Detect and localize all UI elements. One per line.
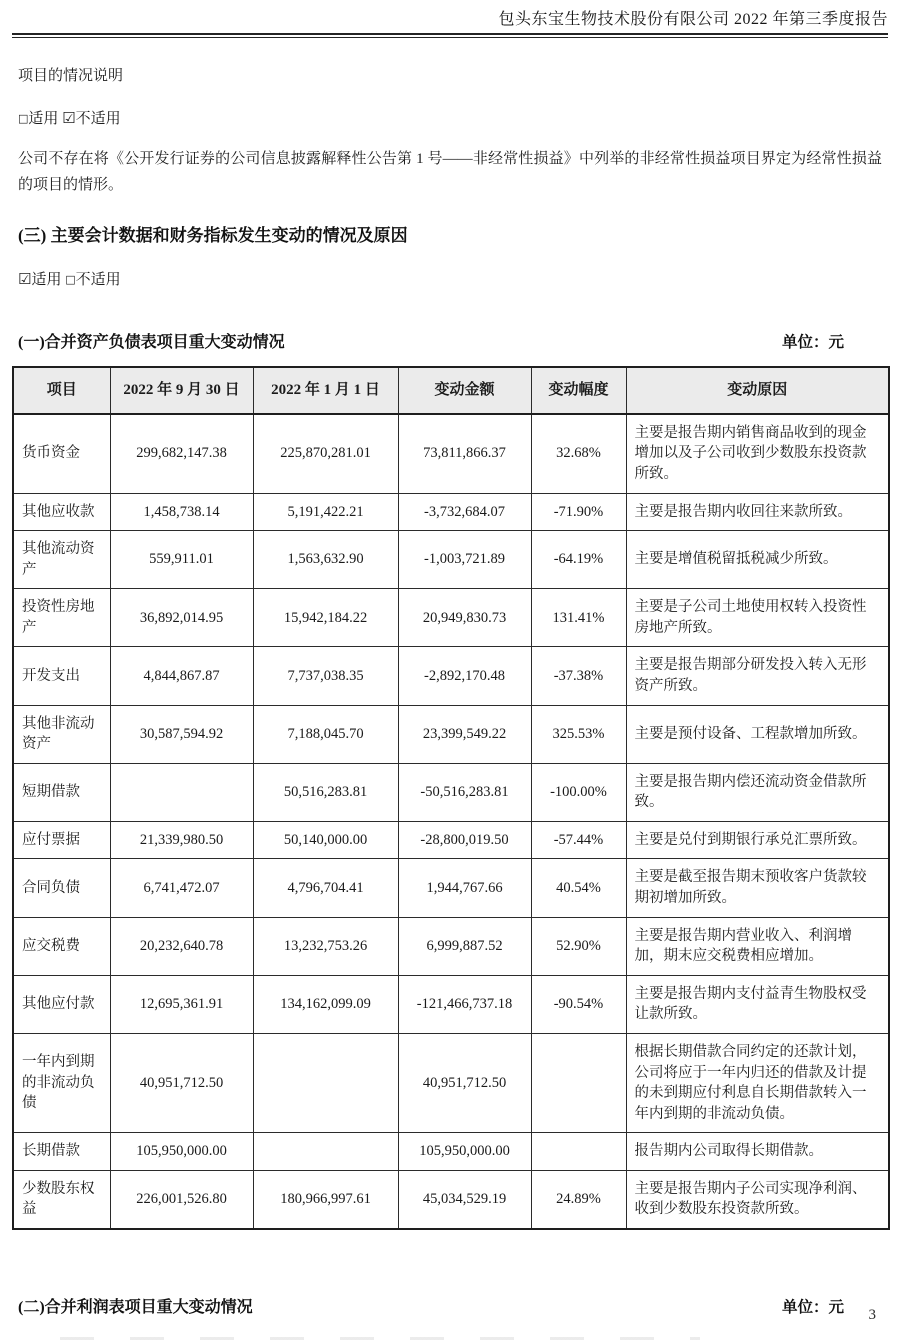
item-name-cell: 一年内到期的非流动负债 xyxy=(13,1033,110,1132)
change-reason-cell: 主要是预付设备、工程款增加所致。 xyxy=(626,705,889,763)
page-number: 3 xyxy=(868,1307,876,1323)
table-row xyxy=(13,589,889,647)
non-recurring-items-statement: 公司不存在将《公开发行证券的公司信息披露解释性公告第 1 号——非经常性损益》中列举的非经常性损益项目界定为经常性损益的项目的情形。 xyxy=(18,151,882,194)
table-row xyxy=(13,859,889,917)
value-2022-01-01-cell: 7,188,045.70 xyxy=(253,705,398,763)
subsection-header-balance-sheet xyxy=(18,329,882,352)
value-2022-01-01-cell: 13,232,753.26 xyxy=(253,917,398,975)
table-row xyxy=(13,1170,889,1229)
value-2022-09-30-cell xyxy=(110,763,253,821)
table-row xyxy=(13,917,889,975)
change-amount-cell: -50,516,283.81 xyxy=(398,763,531,821)
value-2022-09-30-cell: 299,682,147.38 xyxy=(110,414,253,493)
table-row xyxy=(13,1033,889,1132)
column-header: 2022 年 1 月 1 日 xyxy=(253,367,398,414)
change-amount-cell: -121,466,737.18 xyxy=(398,975,531,1033)
applicability-line-applicable xyxy=(18,268,882,289)
change-reason-cell: 主要是报告期内子公司实现净利润、收到少数股东投资款所致。 xyxy=(626,1170,889,1229)
applicable-label: 适用 xyxy=(28,111,59,127)
subsection-header-income-statement xyxy=(18,1294,882,1317)
change-amount-cell: -28,800,019.50 xyxy=(398,821,531,859)
value-2022-09-30-cell: 21,339,980.50 xyxy=(110,821,253,859)
item-name-cell: 其他非流动资产 xyxy=(13,705,110,763)
item-name-cell: 长期借款 xyxy=(13,1133,110,1171)
change-percent-cell: 131.41% xyxy=(531,589,626,647)
table-row xyxy=(13,821,889,859)
column-header: 变动幅度 xyxy=(531,367,626,414)
value-2022-01-01-cell: 134,162,099.09 xyxy=(253,975,398,1033)
item-name-cell: 货币资金 xyxy=(13,414,110,493)
change-percent-cell: -64.19% xyxy=(531,531,626,589)
value-2022-09-30-cell: 4,844,867.87 xyxy=(110,647,253,705)
table-row xyxy=(13,414,889,493)
value-2022-01-01-cell: 180,966,997.61 xyxy=(253,1170,398,1229)
table-row xyxy=(13,647,889,705)
change-reason-cell: 主要是截至报告期末预收客户货款较期初增加所致。 xyxy=(626,859,889,917)
item-name-cell: 合同负债 xyxy=(13,859,110,917)
value-2022-09-30-cell: 30,587,594.92 xyxy=(110,705,253,763)
value-2022-09-30-cell: 105,950,000.00 xyxy=(110,1133,253,1171)
value-2022-09-30-cell: 12,695,361.91 xyxy=(110,975,253,1033)
header-rule-divider xyxy=(12,33,888,38)
item-name-cell: 其他流动资产 xyxy=(13,531,110,589)
change-reason-cell: 主要是报告期内营业收入、利润增加，期末应交税费相应增加。 xyxy=(626,917,889,975)
change-percent-cell: 52.90% xyxy=(531,917,626,975)
unit-label: 单位：元 xyxy=(781,333,844,351)
table-row xyxy=(13,493,889,531)
report-title: 包头东宝生物技术股份有限公司 2022 年第三季度报告 xyxy=(498,11,888,28)
change-percent-cell: -57.44% xyxy=(531,821,626,859)
change-reason-cell: 主要是子公司土地使用权转入投资性房地产所致。 xyxy=(626,589,889,647)
change-amount-cell: 40,951,712.50 xyxy=(398,1033,531,1132)
change-reason-cell: 主要是增值税留抵税减少所致。 xyxy=(626,531,889,589)
item-name-cell: 投资性房地产 xyxy=(13,589,110,647)
change-amount-cell: 1,944,767.66 xyxy=(398,859,531,917)
applicability-line-not-applicable xyxy=(18,107,882,128)
change-percent-cell: 325.53% xyxy=(531,705,626,763)
checkbox-not-applicable-unchecked: □ xyxy=(65,272,76,286)
value-2022-01-01-cell: 50,516,283.81 xyxy=(253,763,398,821)
change-amount-cell: 73,811,866.37 xyxy=(398,414,531,493)
change-amount-cell: 105,950,000.00 xyxy=(398,1133,531,1171)
column-header: 项目 xyxy=(13,367,110,414)
table-row xyxy=(13,705,889,763)
change-amount-cell: 45,034,529.19 xyxy=(398,1170,531,1229)
change-reason-cell: 主要是报告期内销售商品收到的现金增加以及子公司收到少数股东投资款所致。 xyxy=(626,414,889,493)
item-name-cell: 开发支出 xyxy=(13,647,110,705)
not-applicable-label: 不适用 xyxy=(75,271,121,288)
change-reason-cell: 根据长期借款合同约定的还款计划，公司将应于一年内归还的借款及计提的未到期应付利息自长期借款转入一年内到期的非流动负债。 xyxy=(626,1033,889,1132)
value-2022-09-30-cell: 226,001,526.80 xyxy=(110,1170,253,1229)
value-2022-01-01-cell: 4,796,704.41 xyxy=(253,859,398,917)
checkbox-not-applicable-checked: ☑ xyxy=(62,109,76,127)
not-applicable-label: 不适用 xyxy=(75,111,121,127)
value-2022-09-30-cell: 20,232,640.78 xyxy=(110,917,253,975)
value-2022-01-01-cell: 225,870,281.01 xyxy=(253,414,398,493)
change-percent-cell: 40.54% xyxy=(531,859,626,917)
change-percent-cell: 24.89% xyxy=(531,1170,626,1229)
item-name-cell: 其他应付款 xyxy=(13,975,110,1033)
items-explanation-caption: 项目的情况说明 xyxy=(18,68,124,84)
applicable-label: 适用 xyxy=(31,271,62,288)
change-amount-cell: -2,892,170.48 xyxy=(398,647,531,705)
change-reason-cell: 主要是报告期部分研发投入转入无形资产所致。 xyxy=(626,647,889,705)
value-2022-01-01-cell xyxy=(253,1033,398,1132)
value-2022-09-30-cell: 40,951,712.50 xyxy=(110,1033,253,1132)
change-amount-cell: 23,399,549.22 xyxy=(398,705,531,763)
page-header xyxy=(12,6,888,38)
table-row xyxy=(13,763,889,821)
change-reason-cell: 主要是报告期内收回往来款所致。 xyxy=(626,493,889,531)
change-reason-cell: 主要是兑付到期银行承兑汇票所致。 xyxy=(626,821,889,859)
change-percent-cell: -100.00% xyxy=(531,763,626,821)
value-2022-09-30-cell: 6,741,472.07 xyxy=(110,859,253,917)
change-percent-cell: 32.68% xyxy=(531,414,626,493)
value-2022-09-30-cell: 36,892,014.95 xyxy=(110,589,253,647)
change-percent-cell xyxy=(531,1133,626,1171)
table-row xyxy=(13,531,889,589)
change-percent-cell: -37.38% xyxy=(531,647,626,705)
value-2022-01-01-cell: 15,942,184.22 xyxy=(253,589,398,647)
unit-label: 单位：元 xyxy=(781,1298,844,1316)
table-body xyxy=(13,414,889,1229)
change-amount-cell: 6,999,887.52 xyxy=(398,917,531,975)
column-header: 2022 年 9 月 30 日 xyxy=(110,367,253,414)
value-2022-01-01-cell xyxy=(253,1133,398,1171)
checkbox-applicable-unchecked: □ xyxy=(18,112,29,125)
value-2022-01-01-cell: 7,737,038.35 xyxy=(253,647,398,705)
balance-sheet-changes-table xyxy=(12,366,890,1230)
value-2022-01-01-cell: 5,191,422.21 xyxy=(253,493,398,531)
table-header-row xyxy=(13,367,889,414)
change-amount-cell: 20,949,830.73 xyxy=(398,589,531,647)
value-2022-01-01-cell: 1,563,632.90 xyxy=(253,531,398,589)
column-header: 变动原因 xyxy=(626,367,889,414)
change-reason-cell: 主要是报告期内支付益青生物股权受让款所致。 xyxy=(626,975,889,1033)
change-percent-cell: -71.90% xyxy=(531,493,626,531)
change-reason-cell: 报告期内公司取得长期借款。 xyxy=(626,1133,889,1171)
change-amount-cell: -1,003,721.89 xyxy=(398,531,531,589)
change-amount-cell: -3,732,684.07 xyxy=(398,493,531,531)
table-row xyxy=(13,975,889,1033)
item-name-cell: 应交税费 xyxy=(13,917,110,975)
section-heading-changes-in-key-figures: (三) 主要会计数据和财务指标发生变动的情况及原因 xyxy=(18,225,408,245)
column-header: 变动金额 xyxy=(398,367,531,414)
value-2022-01-01-cell: 50,140,000.00 xyxy=(253,821,398,859)
item-name-cell: 短期借款 xyxy=(13,763,110,821)
change-percent-cell xyxy=(531,1033,626,1132)
subsection-heading-balance-sheet-changes: (一)合并资产负债表项目重大变动情况 xyxy=(18,333,285,351)
table-row xyxy=(13,1133,889,1171)
item-name-cell: 应付票据 xyxy=(13,821,110,859)
item-name-cell: 其他应收款 xyxy=(13,493,110,531)
value-2022-09-30-cell: 559,911.01 xyxy=(110,531,253,589)
value-2022-09-30-cell: 1,458,738.14 xyxy=(110,493,253,531)
item-name-cell: 少数股东权益 xyxy=(13,1170,110,1229)
change-percent-cell: -90.54% xyxy=(531,975,626,1033)
change-reason-cell: 主要是报告期内偿还流动资金借款所致。 xyxy=(626,763,889,821)
checkbox-applicable-checked: ☑ xyxy=(18,269,32,288)
subsection-heading-income-statement-changes: (二)合并利润表项目重大变动情况 xyxy=(18,1298,253,1316)
